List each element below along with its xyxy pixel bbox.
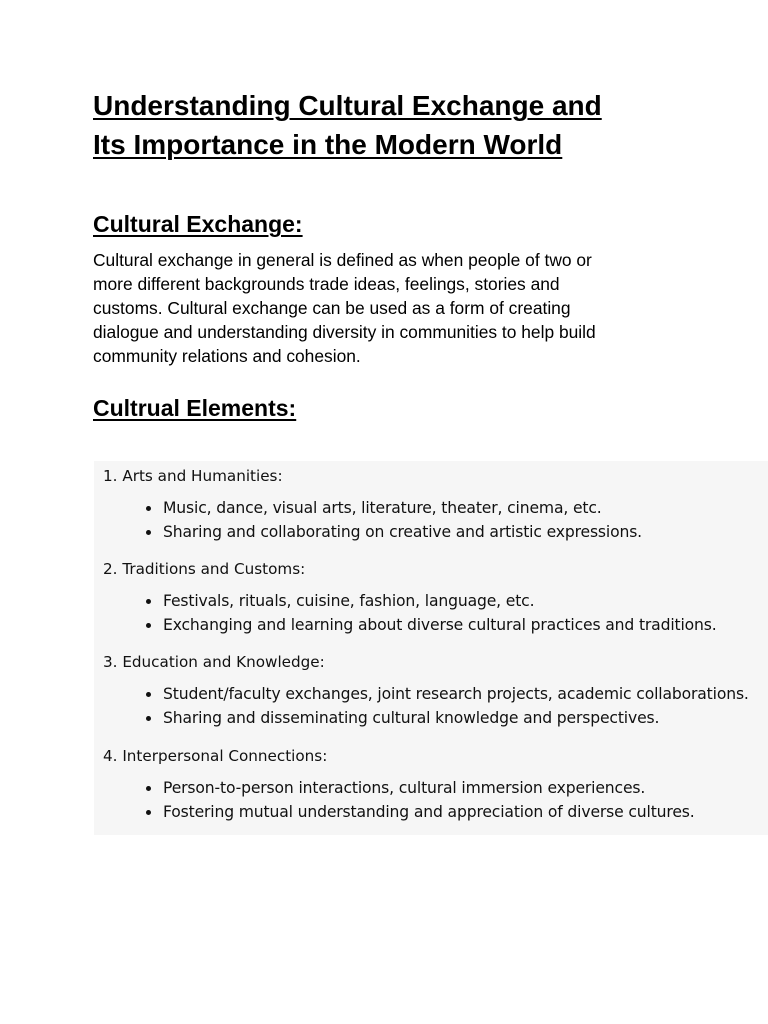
paragraph-line: dialogue and understanding diversity in communities to help build — [93, 322, 596, 342]
group-heading: 1. Arts and Humanities: — [103, 467, 283, 485]
list-item — [103, 520, 768, 544]
list-item — [103, 776, 768, 800]
bullet-icon — [146, 530, 151, 535]
list-item-text: Sharing and disseminating cultural knowledge and perspectives. — [163, 709, 660, 727]
document-title-line: Its Importance in the Modern World — [93, 129, 563, 160]
bullet-icon — [146, 599, 151, 604]
cultural-elements-heading: Cultrual Elements: — [93, 395, 297, 421]
group-items — [103, 589, 768, 637]
cultural-exchange-heading: Cultural Exchange: — [93, 211, 303, 237]
list-item — [103, 706, 768, 730]
group-items — [103, 496, 768, 544]
list-item-text: Student/faculty exchanges, joint research projects, academic collaborations. — [163, 685, 749, 703]
element-group-arts — [103, 465, 768, 544]
cultural-exchange-paragraph — [93, 248, 693, 368]
paragraph-line: community relations and cohesion. — [93, 346, 361, 366]
bullet-icon — [146, 786, 151, 791]
bullet-icon — [146, 810, 151, 815]
group-items — [103, 682, 768, 730]
element-group-interpersonal — [103, 745, 768, 824]
element-group-education — [103, 651, 768, 730]
list-item-text: Festivals, rituals, cuisine, fashion, language, etc. — [163, 592, 535, 610]
list-item-text: Sharing and collaborating on creative and artistic expressions. — [163, 523, 642, 541]
list-item — [103, 613, 768, 637]
list-item — [103, 682, 768, 706]
list-item-text: Music, dance, visual arts, literature, theater, cinema, etc. — [163, 499, 602, 517]
list-item-text: Person-to-person interactions, cultural immersion experiences. — [163, 779, 646, 797]
element-group-traditions — [103, 558, 768, 637]
document-title-line: Understanding Cultural Exchange and — [93, 90, 602, 121]
group-heading: 3. Education and Knowledge: — [103, 653, 325, 671]
paragraph-line: more different backgrounds trade ideas, feelings, stories and — [93, 274, 560, 294]
bullet-icon — [146, 506, 151, 511]
group-heading: 4. Interpersonal Connections: — [103, 747, 328, 765]
bullet-icon — [146, 623, 151, 628]
list-item — [103, 800, 768, 824]
list-item — [103, 496, 768, 520]
bullet-icon — [146, 692, 151, 697]
list-item-text: Fostering mutual understanding and appreciation of diverse cultures. — [163, 803, 695, 821]
group-heading: 2. Traditions and Customs: — [103, 560, 306, 578]
paragraph-line: Cultural exchange in general is defined as when people of two or — [93, 250, 592, 270]
cultural-elements-list — [94, 461, 768, 835]
paragraph-line: customs. Cultural exchange can be used as a form of creating — [93, 298, 571, 318]
list-item-text: Exchanging and learning about diverse cultural practices and traditions. — [163, 616, 717, 634]
document-title — [93, 86, 733, 164]
bullet-icon — [146, 716, 151, 721]
group-items — [103, 776, 768, 824]
list-item — [103, 589, 768, 613]
